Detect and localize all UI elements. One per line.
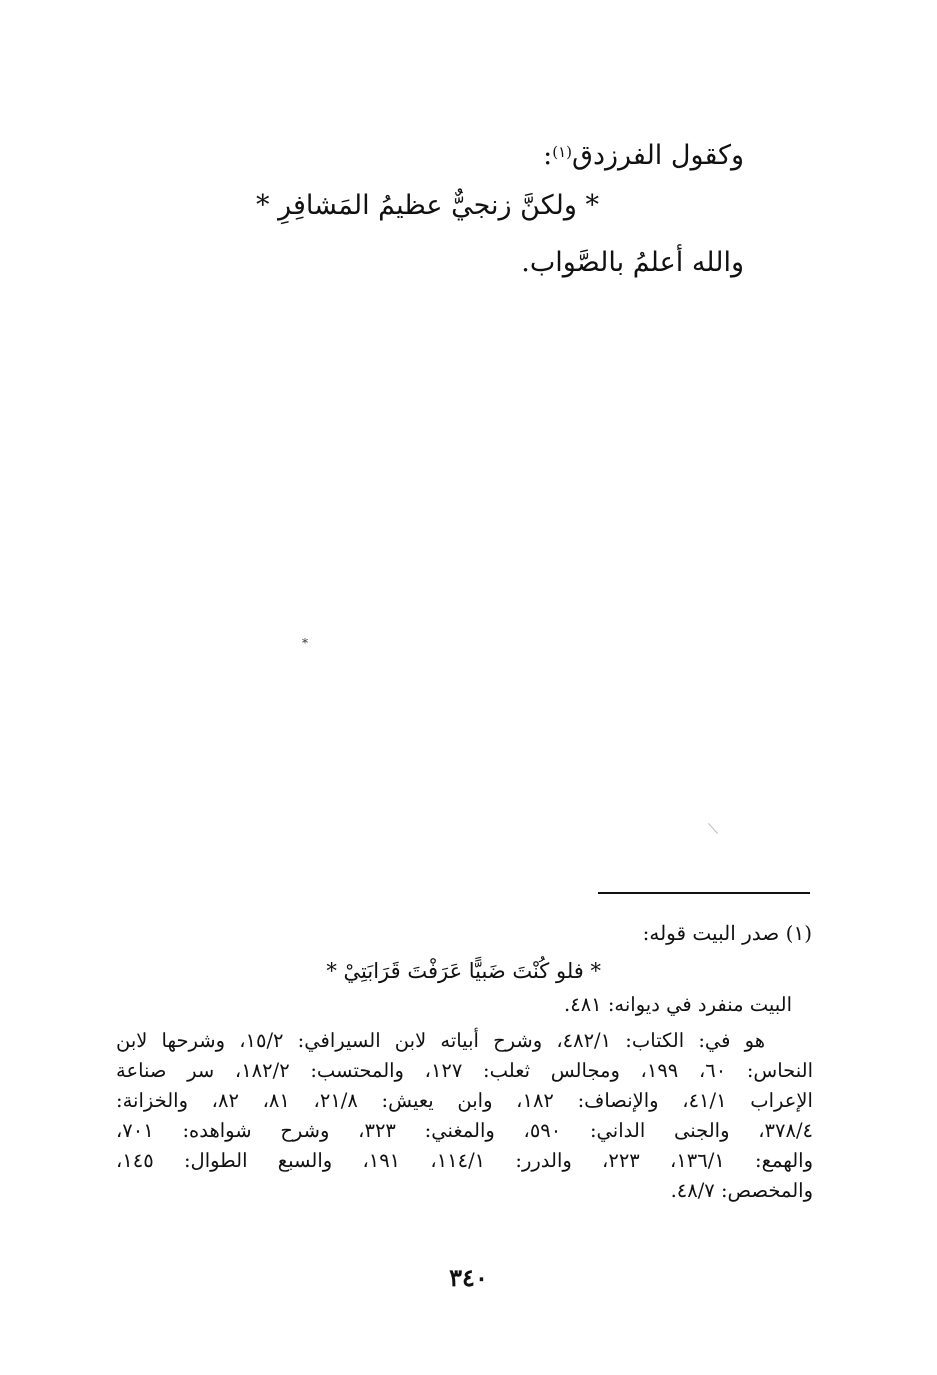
body-line-text: وكقول الفرزدق: [572, 140, 744, 171]
footnote-sources-line: والمخصص: ٤٨/٧.: [670, 1179, 813, 1202]
closing-line: والله أعلمُ بالصَّواب.: [521, 247, 744, 278]
footnote-head: (١) صدر البيت قوله:: [642, 921, 812, 945]
footnote-sources-line: النحاس: ٦٠، ١٩٩، ومجالس ثعلب: ١٢٧، والمحتسب: ١٨٢/٢، سر صناعة: [116, 1059, 813, 1082]
footnote-sources: [116, 1026, 813, 1206]
scan-speck: [708, 823, 718, 834]
page-number: ٣٤٠: [449, 1263, 488, 1292]
footnote-sources-line: الإعراب ٤١/١، والإنصاف: ١٨٢، وابن يعيش: ٢١/٨، ٨١، ٨٢، والخزانة:: [116, 1089, 813, 1112]
footnote-sources-line: ٣٧٨/٤، والجنى الداني: ٥٩٠، والمغني: ٣٢٣، وشرح شواهده: ٧٠١،: [116, 1119, 813, 1142]
stray-asterisk-mark: *: [302, 636, 308, 650]
verse-line: * ولكنَّ زنجيٌّ عظيمُ المَشافِرِ *: [256, 190, 599, 221]
body-line-farazdaq: [543, 136, 744, 176]
body-line-colon: :: [543, 140, 553, 171]
footnote-reference[interactable]: (١): [552, 143, 572, 161]
footnote-diwan-line: البيت منفرد في ديوانه: ٤٨١.: [564, 993, 792, 1016]
footnote-separator: [598, 892, 810, 894]
footnote-sources-line: والهمع: ١٣٦/١، ٢٢٣، والدرر: ١١٤/١، ١٩١، والسبع الطوال: ١٤٥،: [116, 1149, 813, 1172]
footnote-sources-line: هو في: الكتاب: ٤٨٢/١، وشرح أبياته لابن السيرافي: ١٥/٢، وشرحها لابن: [116, 1029, 765, 1052]
footnote-verse: * فلو كُنْتَ ضَبيًّا عَرَفْتَ قَرَابَتِيْ *: [326, 959, 601, 983]
